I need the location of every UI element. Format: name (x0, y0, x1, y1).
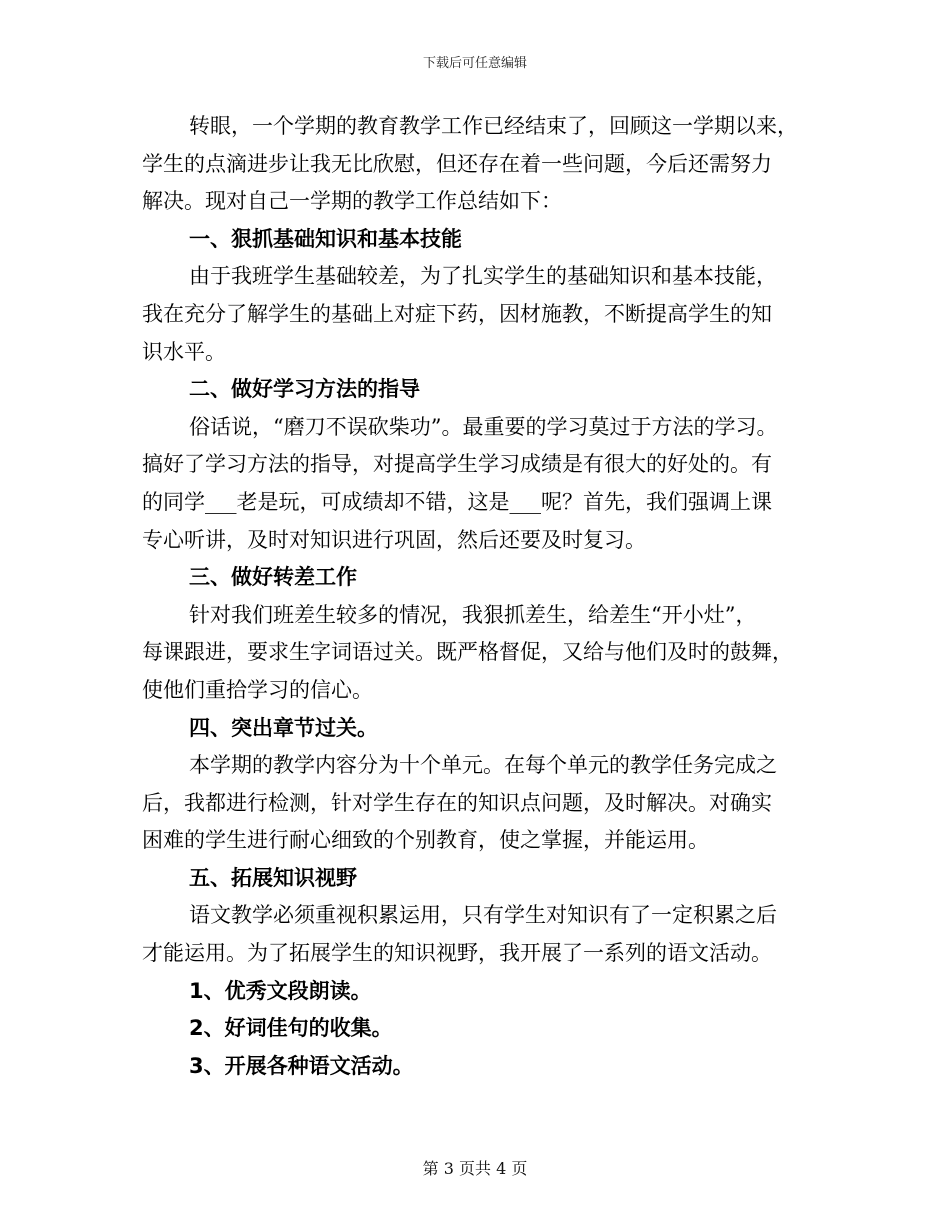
paragraph-line: 学生的点滴进步让我无比欣慰，但还存在着一些问题，今后还需努力 (142, 151, 772, 176)
page-footer: 第 3 页共 4 页 (422, 1159, 528, 1178)
paragraph-line: 针对我们班差生较多的情况，我狠抓差生，给差生“开小灶”， (189, 602, 757, 627)
paragraph-line: 每课跟进，要求生字词语过关。既严格督促，又给与他们及时的鼓舞， (142, 640, 793, 665)
section-heading: 三、做好转差工作 (189, 565, 357, 590)
section-heading: 四、突出章节过关。 (189, 715, 378, 740)
section-heading: 1、优秀文段朗读。 (189, 978, 372, 1003)
paragraph-line: 转眼，一个学期的教育教学工作已经结束了，回顾这一学期以来， (189, 114, 798, 138)
paragraph-line: 搞好了学习方法的指导，对提高学生学习成绩是有很大的好处的。有 (142, 452, 772, 477)
paragraph-line: 后，我都进行检测，针对学生存在的知识点问题，及时解决。对确实 (142, 790, 772, 815)
paragraph-line: 的同学___老是玩，可成绩却不错，这是___呢？首先，我们强调上课 (142, 489, 772, 514)
paragraph-line: 困难的学生进行耐心细致的个别教育，使之掌握，并能运用。 (142, 828, 709, 853)
paragraph-line: 解决。现对自己一学期的教学工作总结如下： (142, 189, 562, 214)
paragraph-line: 由于我班学生基础较差，为了扎实学生的基础知识和基本技能， (189, 264, 777, 289)
paragraph-line: 本学期的教学内容分为十个单元。在每个单元的教学任务完成之 (189, 753, 777, 778)
paragraph-line: 才能运用。为了拓展学生的知识视野，我开展了一系列的语文活动。 (142, 941, 772, 966)
paragraph-line: 俗话说，“磨刀不误砍柴功”。最重要的学习莫过于方法的学习。 (189, 414, 778, 439)
paragraph-line: 我在充分了解学生的基础上对症下药，因材施教，不断提高学生的知 (142, 301, 772, 326)
section-heading: 一、狠抓基础知识和基本技能 (189, 226, 462, 251)
paragraph-line: 识水平。 (142, 339, 226, 364)
section-heading: 二、做好学习方法的指导 (189, 377, 420, 402)
paragraph-line: 专心听讲，及时对知识进行巩固，然后还要及时复习。 (142, 527, 646, 552)
section-heading: 五、拓展知识视野 (189, 865, 357, 890)
document-body (142, 108, 810, 1085)
page-header: 下载后可任意编辑 (422, 56, 527, 71)
paragraph-line: 语文教学必须重视积累运用，只有学生对知识有了一定积累之后 (189, 903, 777, 928)
paragraph-line: 使他们重拾学习的信心。 (142, 677, 373, 702)
section-heading: 3、开展各种语文活动。 (189, 1053, 414, 1078)
section-heading: 2、好词佳句的收集。 (189, 1016, 393, 1041)
